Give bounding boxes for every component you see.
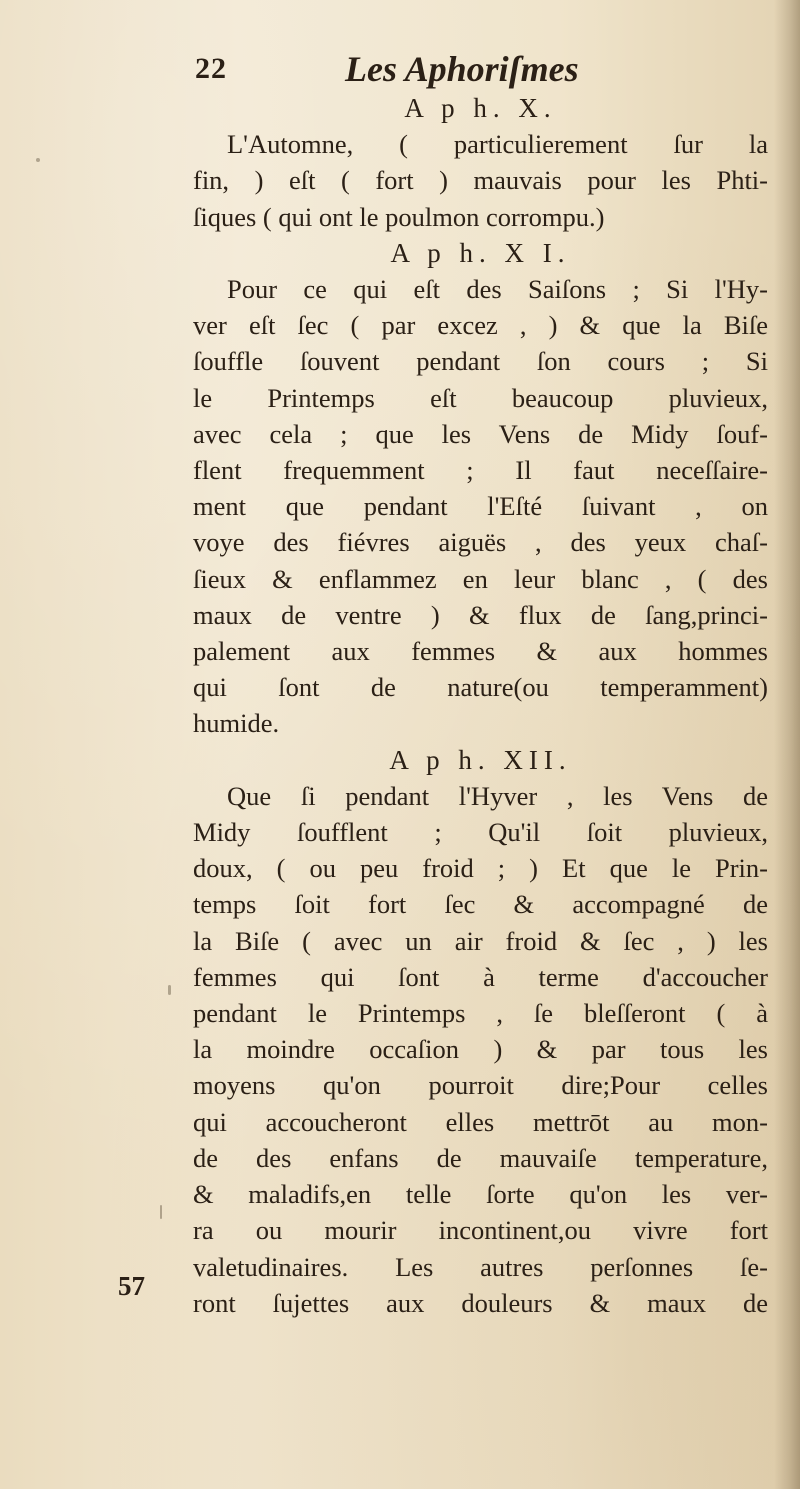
text-line: temps ſoit fort ſec & accompagné de <box>193 889 768 920</box>
ink-speck <box>160 1205 162 1219</box>
page-number: 22 <box>195 52 227 85</box>
text-line: L'Automne, ( particulierement ſur la <box>227 129 768 160</box>
aphorism-heading: A p h. XII. <box>389 744 572 775</box>
text-line: humide. <box>193 708 280 739</box>
text-line: ſiques ( qui ont le poulmon corrompu.) <box>193 201 605 232</box>
text-line: qui ſont de nature(ou temperamment) <box>193 672 768 703</box>
text-line: qui accoucheront elles mettrōt au mon- <box>193 1106 768 1137</box>
text-line: la Biſe ( avec un air froid & ſec , ) les <box>193 925 768 956</box>
text-line: pendant le Printemps , ſe bleſſeront ( à <box>193 998 768 1029</box>
aphorism-text <box>193 126 768 235</box>
aphorism-text <box>193 271 768 742</box>
text-line: le Printemps eſt beaucoup pluvieux, <box>193 382 768 413</box>
text-line: ront ſujettes aux douleurs & maux de <box>193 1287 768 1318</box>
text-line: ra ou mourir incontinent,ou vivre fort <box>193 1215 768 1246</box>
text-line: Midy ſoufflent ; Qu'il ſoit pluvieux, <box>193 817 768 848</box>
text-line: Pour ce qui eſt des Saiſons ; Si l'Hy- <box>227 274 768 305</box>
page-header <box>195 48 715 96</box>
aphorism-text <box>193 778 768 1321</box>
text-line: maux de ventre ) & flux de ſang,princi- <box>193 599 768 630</box>
text-line: voye des fiévres aiguës , des yeux chaſ- <box>193 527 768 558</box>
text-line: flent frequemment ; Il faut neceſſaire- <box>193 455 768 486</box>
aphorism-heading: A p h. X. <box>404 93 557 123</box>
ink-speck <box>168 985 171 995</box>
text-line: ment que pendant l'Eſté ſuivant , on <box>193 491 768 522</box>
text-line: la moindre occaſion ) & par tous les <box>193 1034 768 1065</box>
text-line: ſieux & enflammez en leur blanc , ( des <box>193 563 768 594</box>
text-line: valetudinaires. Les autres perſonnes ſe- <box>193 1251 768 1282</box>
text-line: femmes qui ſont à terme d'accoucher <box>193 961 768 992</box>
aphorism-x <box>193 90 768 235</box>
text-line: moyens qu'on pourroit dire;Pour celles <box>193 1070 768 1101</box>
text-line: doux, ( ou peu froid ; ) Et que le Prin- <box>193 853 768 884</box>
text-line: ver eſt ſec ( par excez , ) & que la Biſe <box>193 310 768 341</box>
aphorism-xi <box>193 235 768 742</box>
page-edge-shadow <box>774 0 800 1489</box>
text-line: avec cela ; que les Vens de Midy ſouf- <box>193 418 768 449</box>
ink-speck <box>36 158 40 162</box>
text-line: ſouffle ſouvent pendant ſon cours ; Si <box>193 346 768 377</box>
text-line: Que ſi pendant l'Hyver , les Vens de <box>227 780 768 811</box>
margin-note: 57 <box>118 1271 145 1301</box>
text-block <box>193 90 768 1321</box>
text-line: fin, ) eſt ( fort ) mauvais pour les Phti- <box>193 165 768 196</box>
text-line: de des enfans de mauvaiſe temperature, <box>193 1142 768 1173</box>
aphorism-xii <box>193 742 768 1321</box>
aphorism-heading: A p h. X I. <box>390 237 571 268</box>
text-line: palement aux femmes & aux hommes <box>193 636 768 667</box>
running-title: Les Aphoriſmes <box>345 49 579 89</box>
text-line: & maladifs,en telle ſorte qu'on les ver- <box>193 1179 768 1210</box>
